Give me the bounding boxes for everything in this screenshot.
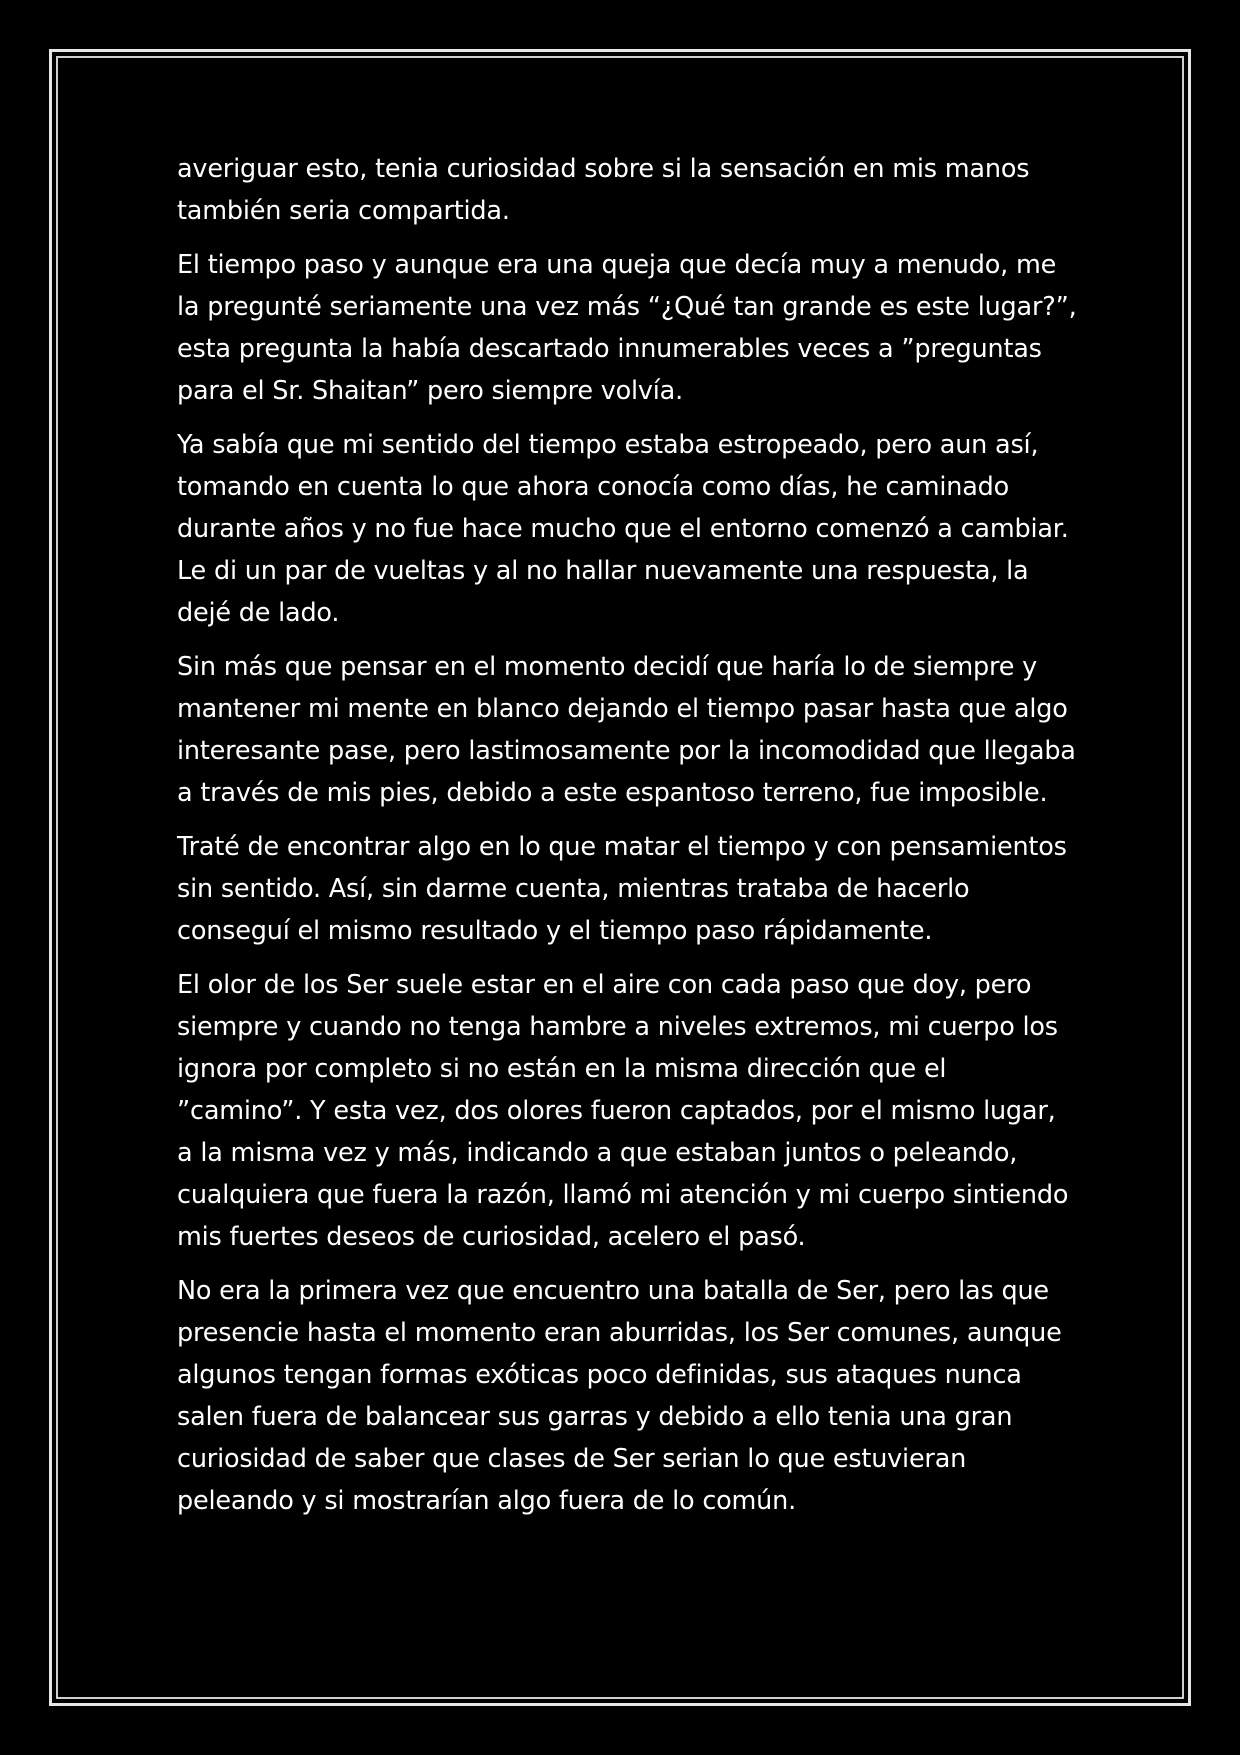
paragraph: Ya sabía que mi sentido del tiempo estaba estropeado, pero aun así, tomando en cuenta lo que ahora conocía como días, he caminado durante años y no fue hace mucho que el entorno comenzó a cambiar. Le di un par de vueltas y al no hallar nuevamente una respuesta, la dejé de lado. (177, 430, 1069, 628)
paragraph: No era la primera vez que encuentro una batalla de Ser, pero las que presencie hasta el momento eran aburridas, los Ser comunes, aunque algunos tengan formas exóticas poco definidas, sus ataques nunca salen fuera de balancear sus garras y debido a ello tenia una gran curiosidad de saber que clases de Ser serian lo que estuvieran peleando y si mostrarían algo fuera de lo común. (177, 1276, 1062, 1516)
paragraph: Traté de encontrar algo en lo que matar el tiempo y con pensamientos sin sentido. Así, sin darme cuenta, mientras trataba de hacerlo conseguí el mismo resultado y el tiempo paso rápidamente. (177, 832, 1067, 946)
paragraph: El tiempo paso y aunque era una queja que decía muy a menudo, me la pregunté seriamente una vez más “¿Qué tan grande es este lugar?”, esta pregunta la había descartado innumerables veces a ”preguntas para el Sr. Shaitan” pero siempre volvía. (177, 250, 1077, 406)
story-text (177, 148, 1077, 1534)
paragraph: El olor de los Ser suele estar en el aire con cada paso que doy, pero siempre y cuando no tenga hambre a niveles extremos, mi cuerpo los ignora por completo si no están en la misma dirección que el ”camino”. Y esta vez, dos olores fueron captados, por el mismo lugar, a la misma vez y más, indicando a que estaban juntos o peleando, cualquiera que fuera la razón, llamó mi atención y mi cuerpo sintiendo mis fuertes deseos de curiosidad, acelero el pasó. (177, 970, 1069, 1252)
paragraph: Sin más que pensar en el momento decidí que haría lo de siempre y mantener mi mente en blanco dejando el tiempo pasar hasta que algo interesante pase, pero lastimosamente por la incomodidad que llegaba a través de mis pies, debido a este espantoso terreno, fue imposible. (177, 652, 1076, 808)
paragraph: averiguar esto, tenia curiosidad sobre si la sensación en mis manos también seria compartida. (177, 154, 1030, 226)
